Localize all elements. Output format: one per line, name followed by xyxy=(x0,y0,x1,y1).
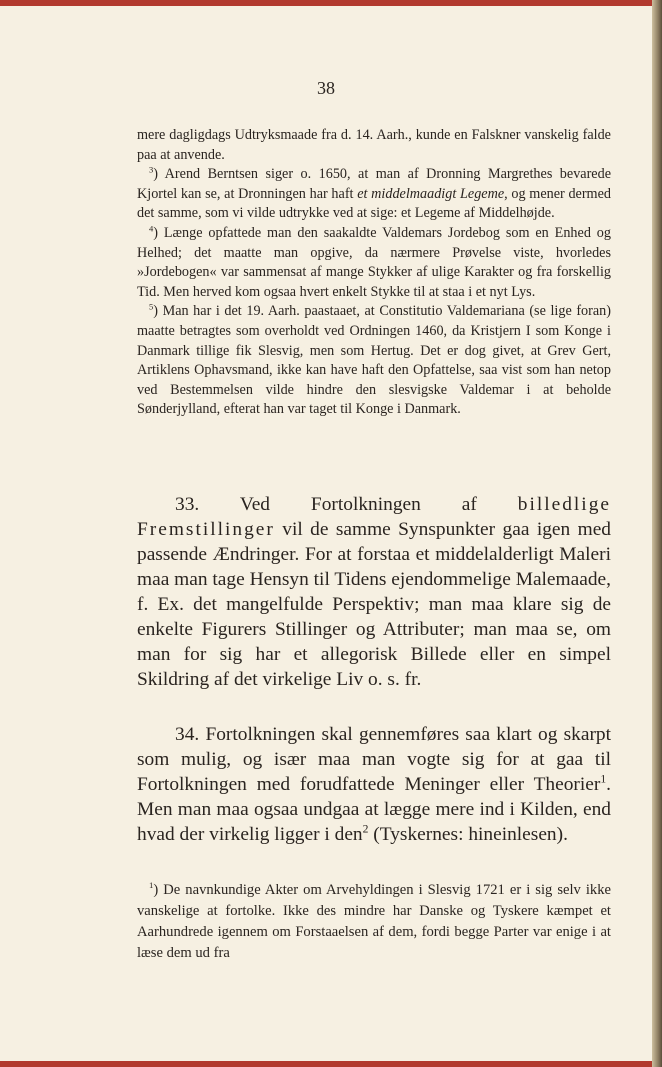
footnote-bottom: $^1$) De navnkundige Akter om Arvehyldingen i Slesvig 1721 er i sig selv ikke vanskelige at fortolke. Ikke des mindre har Danske og Tyskere kæmpet et Aarhundrede igennem om Forstaaelsen af dem, fordi begge Parter var enige i at læse dem ud fra xyxy=(137,880,611,961)
book-page xyxy=(0,6,653,1061)
footnote-4: $^4$) Længe opfattede man den saakaldte Valdemars Jordebog som en Enhed og Helhed; det maatte man opgive, da nærmere Prøvelse viste, hvorledes »Jordebogen« var sammensat af mange Stykker af ulige Karakter og fra forskellig Tid. Men herved kom ogsaa hvert enkelt Stykke til at staa i et nyt Lys. xyxy=(137,223,611,300)
section-33 xyxy=(137,492,611,692)
footnote-5-text: Man har i det 19. Aarh. paastaaet, at Constitutio Valdemariana (se lige foran) maatte betragtes som overholdt ved Ordningen 1460, da Kristjern I som Konge i Danmark tillige fik Slesvig, men som Hertug. Det er dog givet, at Grev Gert, Artiklens Ophavsmand, ikke kan have haft den Opfattelse, saa vist som han netop ved Bestemmelsen vilde hindre den slesvigske Valdemar i at beholde Sønderjylland, efterat han var taget til Konge i Danmark. xyxy=(137,303,611,418)
footnote-ref-1: 1 xyxy=(600,772,607,786)
footnote-marker: 5 xyxy=(149,301,154,312)
section-34-text-b: . Men man maa ogsaa undgaa at lægge mere ind i Kilden, end hvad der virkelig ligger i den xyxy=(137,774,611,845)
section-34-text-a: Fortolkningen skal gennemføres saa klart og skarpt som mulig, og især maa man vogte sig for at gaa til Fortolkningen med forudfattede Meninger eller Theorier xyxy=(137,724,611,795)
footnote-marker: 4 xyxy=(149,223,154,234)
footnote-continuation: mere dagligdags Udtryksmaade fra d. 14. Aarh., kunde en Falskner vanskelig falde paa at anvende. xyxy=(137,127,611,163)
footnote-3-text-a: Arend Berntsen siger o. 1650, at man af Dronning Margrethes bevarede Kjortel kan se, at Dronningen har haft xyxy=(137,166,611,202)
page-number: 38 xyxy=(317,78,335,98)
footnote-4-text: Længe opfattede man den saakaldte Valdemars Jordebog som en Enhed og Helhed; det maatte man opgive, da nærmere Prøvelse viste, hvorledes »Jordebogen« var sammensat af mange Stykker af ulige Karakter og fra forskellig Tid. Men herved kom ogsaa hvert enkelt Stykke til at staa i et nyt Lys. xyxy=(137,224,611,300)
footnote-bottom-text: De navnkundige Akter om Arvehyldingen i Slesvig 1721 er i sig selv ikke vanskelige at fortolke. Ikke des mindre har Danske og Tyskere kæmpet et Aarhundrede igennem om Forstaaelsen af dem, fordi begge Parter var enige i at læse dem ud fra xyxy=(137,882,611,961)
footnote-ref-2: 2 xyxy=(362,822,369,836)
section-33-text-b: vil de samme Synspunkter gaa igen med passende Ændringer. For at forstaa et middelalderligt Maleri maa man tage Hensyn til Tidens ejendommelige Malemaade, f. Ex. det mangelfulde Perspektiv; man maa klare sig de enkelte Figurers Stillinger og Attributer; man maa se, om man for sig har et allegorisk Billede eller en simpel Skildring af det virkelige Liv o. s. fr. xyxy=(137,519,611,690)
section-33-text-a: Ved Fortolkningen af xyxy=(239,494,518,515)
section-34-text-c: (Tyskernes: hineinlesen). xyxy=(368,824,568,845)
footnote-marker: 3 xyxy=(149,164,154,175)
footnote-marker: 1 xyxy=(149,880,154,891)
section-34-number: 34. xyxy=(175,724,200,745)
footnote-3-italic: et middelmaadigt Legeme xyxy=(357,185,505,202)
footnote-3-text-b: , og mener dermed det samme, som vi vilde udtrykke ved at sige: et Legeme af Middelhøjde. xyxy=(137,185,611,222)
section-34 xyxy=(137,722,611,847)
section-33-spaced: billedlige Fremstillinger xyxy=(137,494,612,540)
footnotes-top xyxy=(137,126,611,420)
footnote-5: $^5$) Man har i det 19. Aarh. paastaaet, at Constitutio Valdemariana (se lige foran) maatte betragtes som overholdt ved Ordningen 1460, da Kristjern I som Konge i Danmark tillige fik Slesvig, men som Hertug. Det er dog givet, at Grev Gert, Artiklens Ophavsmand, ikke kan have haft den Opfattelse, saa vist som han netop ved Bestemmelsen vilde hindre den slesvigske Valdemar i at beholde Sønderjylland, efterat han var taget til Konge i Danmark. xyxy=(137,301,611,418)
page-edge xyxy=(652,0,662,1067)
section-33-number: 33. xyxy=(175,494,200,515)
footnote-3: $^3$) Arend Berntsen siger o. 1650, at man af Dronning Margrethes bevarede Kjortel kan se, at Dronningen har haft et middelmaadigt Legeme, og mener dermed det samme, som vi vilde udtrykke ved at sige: et Legeme af Middelhøjde. xyxy=(137,164,611,222)
